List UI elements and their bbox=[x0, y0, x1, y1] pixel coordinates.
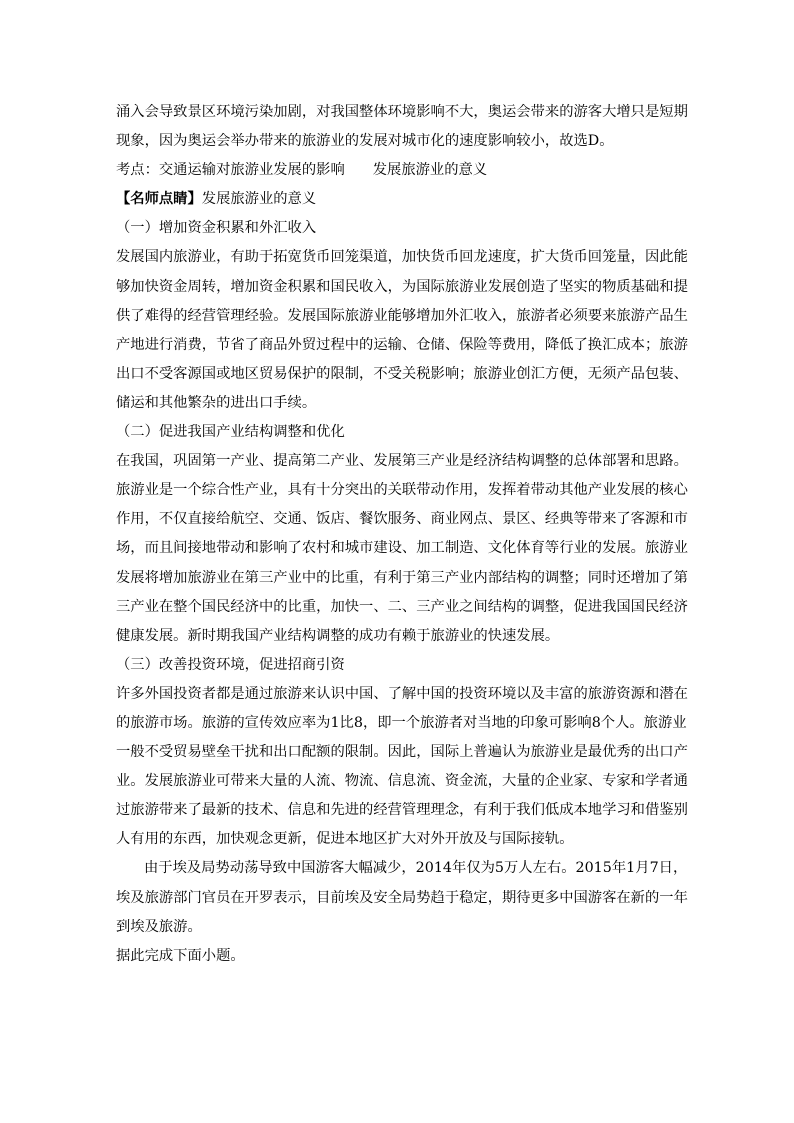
text-line: 许多外国投资者都是通过旅游来认识中国、了解中国的投资环境以及丰富的旅游资源和潜在 bbox=[116, 685, 688, 702]
text-line: 作用，不仅直接给航空、交通、饭店、餐饮服务、商业网点、景区、经典等带来了客源和市 bbox=[116, 511, 688, 528]
text-line: 在我国，巩固第一产业、提高第二产业、发展第三产业是经济结构调整的总体部署和思路。 bbox=[116, 453, 688, 470]
question-stem-line: 埃及旅游部门官员在开罗表示，目前埃及安全局势趋于稳定，期待更多中国游客在新的一年 bbox=[116, 889, 688, 906]
expert-comment-topic: 发展旅游业的意义 bbox=[201, 191, 317, 208]
text-line: 业。发展旅游业可带来大量的人流、物流、信息流、资金流，大量的企业家、专家和学者通 bbox=[116, 773, 688, 790]
question-stem-line: 由于埃及局势动荡导致中国游客大幅减少，2014年仅为5万人左右。2015年1月7日， bbox=[144, 860, 688, 877]
text-line: 涌入会导致景区环境污染加剧，对我国整体环境影响不大，奥运会带来的游客大增只是短期 bbox=[116, 104, 688, 120]
text-line: 现象，因为奥运会举办带来的旅游业的发展对城市化的速度影响较小，故选D。 bbox=[116, 133, 614, 150]
section-heading: （一）增加资金积累和外汇收入 bbox=[116, 220, 317, 237]
text-line: 发展国内旅游业，有助于拓宽货币回笼渠道，加快货币回龙速度，扩大货币回笼量，因此能 bbox=[116, 249, 688, 266]
text-line: 够加快资金周转，增加资金积累和国民收入，为国际旅游业发展创造了坚实的物质基础和提 bbox=[116, 278, 688, 295]
text-line: 发展将增加旅游业在第三产业中的比重，有利于第三产业内部结构的调整；同时还增加了第 bbox=[116, 569, 688, 586]
text-line: 产地进行消费，节省了商品外贸过程中的运输、仓储、保险等费用，降低了换汇成本；旅游 bbox=[116, 336, 688, 353]
text-line: 场，而且间接地带动和影响了农村和城市建设、加工制造、文化体育等行业的发展。旅游业 bbox=[116, 540, 688, 557]
kaodian-line bbox=[116, 156, 686, 185]
text-line: 供了难得的经营管理经验。发展国际旅游业能够增加外汇收入，旅游者必须要来旅游产品生 bbox=[116, 307, 688, 324]
kaodian-text-2: 发展旅游业的意义 bbox=[372, 162, 488, 179]
text-line: 健康发展。新时期我国产业结构调整的成功有赖于旅游业的快速发展。 bbox=[116, 627, 560, 644]
expert-comment-line bbox=[116, 185, 686, 214]
text-line: 的旅游市场。旅游的宣传效应率为1比8，即一个旅游者对当地的印象可影响8个人。旅游业 bbox=[116, 714, 687, 731]
instruction-line: 据此完成下面小题。 bbox=[116, 947, 245, 964]
text-line: 一般不受贸易壁垒干扰和出口配额的限制。因此，国际上普遍认为旅游业是最优秀的出口产 bbox=[116, 744, 688, 761]
text-line: 出口不受客源国或地区贸易保护的限制，不受关税影响；旅游业创汇方便，无须产品包装、 bbox=[116, 365, 688, 382]
expert-comment-label: 【名师点睛】 bbox=[116, 191, 202, 208]
section-heading: （二）促进我国产业结构调整和优化 bbox=[116, 424, 345, 441]
document-body bbox=[116, 98, 686, 971]
text-line: 过旅游带来了最新的技术、信息和先进的经营管理理念，有利于我们低成本地学习和借鉴别 bbox=[116, 802, 688, 819]
text-line: 旅游业是一个综合性产业，具有十分突出的关联带动作用，发挥着带动其他产业发展的核心 bbox=[116, 482, 688, 499]
question-stem-line: 到埃及旅游。 bbox=[116, 918, 202, 935]
text-line: 三产业在整个国民经济中的比重，加快一、二、三产业之间结构的调整，促进我国国民经济 bbox=[116, 598, 688, 615]
text-line: 人有用的东西，加快观念更新，促进本地区扩大对外开放及与国际接轨。 bbox=[116, 831, 574, 848]
text-line: 储运和其他繁杂的进出口手续。 bbox=[116, 394, 317, 411]
section-heading: （三）改善投资环境，促进招商引资 bbox=[116, 656, 345, 673]
kaodian-text: 考点：交通运输对旅游业发展的影响 bbox=[116, 162, 345, 179]
